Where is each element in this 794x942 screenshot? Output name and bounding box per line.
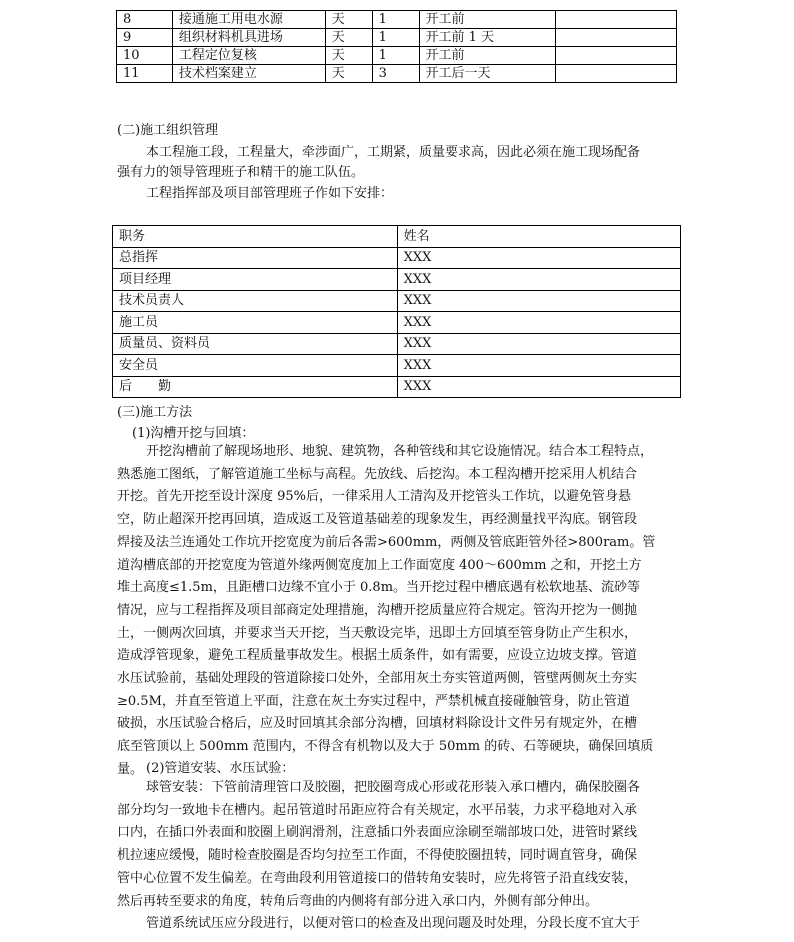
paragraph-line: ≥0.5M，并直至管道上平面，注意在灰土夯实过程中，严禁机械直接碰触管身，防止管道 [117, 693, 630, 709]
paragraph-line: 量。 [117, 761, 144, 777]
staff-row [113, 247, 681, 269]
section-heading-3: (三)施工方法 [117, 405, 193, 420]
schedule-cell-unit: 天 [325, 29, 372, 47]
schedule-row [117, 47, 677, 65]
schedule-cell-unit: 天 [325, 65, 372, 83]
staff-name: XXX [397, 376, 680, 398]
paragraph-line: 熟悉施工图纸，了解管道施工坐标与高程。先放线、后挖沟。本工程沟槽开挖采用人机结合 [117, 466, 638, 482]
paragraph-line: 球管安装：下管前清理管口及胶圈，把胶圈弯成心形或花形装入承口槽内，确保胶圈各 [146, 780, 641, 795]
paragraph-line: 情况，应与工程指挥及项目部商定处理措施，沟槽开挖质量应符合规定。管沟开挖为一侧抛 [117, 602, 638, 618]
subsection-heading-1: (1)沟槽开挖与回填： [132, 426, 255, 441]
section-heading-2: (二)施工组织管理 [117, 123, 219, 138]
paragraph-line: 强有力的领导管理班子和精干的施工队伍。 [117, 165, 365, 180]
paragraph-line: 工程指挥部及项目部管理班子作如下安排： [146, 186, 394, 201]
staff-row [113, 290, 681, 312]
paragraph-line: 水压试验前，基础处理段的管道除接口处外，全部用灰土夯实管道两侧，管壁两侧灰土夯实 [117, 671, 638, 686]
schedule-cell-unit: 天 [325, 47, 372, 65]
schedule-cell-note [556, 29, 677, 47]
schedule-cell-qty: 1 [372, 47, 419, 65]
schedule-cell-task: 组织材料机具进场 [172, 29, 325, 47]
schedule-cell-time: 开工后一天 [419, 65, 556, 83]
staff-position: 项目经理 [113, 269, 398, 291]
paragraph-line: 管中心位置不发生偏差。在弯曲段利用管道接口的借转角安装时，应先将管子沿直线安装， [117, 870, 638, 886]
header-name: 姓名 [397, 226, 680, 248]
staff-position: 总指挥 [113, 247, 398, 269]
paragraph-line: 部分均匀一致地卡在槽内。起吊管道时吊距应符合有关规定，水平吊装，力求平稳地对入承 [117, 802, 638, 818]
header-position: 职务 [113, 226, 398, 248]
schedule-cell-time: 开工前 [419, 11, 556, 29]
staff-table [112, 225, 681, 398]
schedule-cell-note [556, 11, 677, 29]
paragraph-line: 破损，水压试验合格后，应及时回填其余部分沟槽，回填材料除设计文件另有规定外，在槽 [117, 716, 638, 732]
schedule-cell-note [556, 65, 677, 83]
schedule-cell-qty: 3 [372, 65, 419, 83]
schedule-cell-no: 8 [117, 11, 173, 29]
paragraph-line: 空，防止超深开挖再回填，造成返工及管道基础差的现象发生，再经测量找平沟底。钢管段 [117, 512, 638, 528]
staff-name: XXX [397, 333, 680, 355]
staff-name: XXX [397, 247, 680, 269]
schedule-cell-qty: 1 [372, 11, 419, 29]
schedule-cell-time: 开工前 [419, 47, 556, 65]
staff-row [113, 376, 681, 398]
schedule-cell-task: 接通施工用电水源 [172, 11, 325, 29]
schedule-row [117, 11, 677, 29]
staff-header-row [113, 226, 681, 248]
staff-row [113, 355, 681, 377]
paragraph-line: 焊接及法兰连通处工作坑开挖宽度为前后各需>600mm，两侧及管底距管外径>800ram。管 [117, 534, 656, 550]
staff-name: XXX [397, 355, 680, 377]
staff-position: 后 勤 [113, 376, 398, 398]
schedule-cell-no: 11 [117, 65, 173, 83]
schedule-table [116, 10, 677, 83]
staff-name: XXX [397, 290, 680, 312]
schedule-cell-qty: 1 [372, 29, 419, 47]
schedule-cell-no: 9 [117, 29, 173, 47]
staff-position: 施工员 [113, 312, 398, 334]
schedule-row [117, 29, 677, 47]
paragraph-line: 本工程施工段，工程量大，牵涉面广，工期紧，质量要求高，因此必须在施工现场配备 [146, 145, 641, 160]
schedule-cell-time: 开工前 1 天 [419, 29, 556, 47]
staff-position: 质量员、资料员 [113, 333, 398, 355]
paragraph-line: 开挖。首先开挖至设计深度 95%后，一律采用人工清沟及开挖管头工作坑，以避免管身悬 [117, 489, 632, 505]
staff-position: 安全员 [113, 355, 398, 377]
schedule-cell-note [556, 47, 677, 65]
paragraph-line: 造成浮管现象，避免工程质量事故发生。根据土质条件，如有需要，应设立边坡支撑。管道 [117, 648, 638, 664]
staff-name: XXX [397, 312, 680, 334]
paragraph-line: 底至管顶以上 500mm 范围内，不得含有机物以及大于 50mm 的砖、石等硬块，确保回填质 [117, 739, 654, 755]
paragraph-line: 口内，在插口外表面和胶圈上刷润滑剂，注意插口外表面应涂刷至端部坡口处，进管时紧线 [117, 825, 638, 841]
schedule-cell-no: 10 [117, 47, 173, 65]
paragraph-line: 堆土高度≤1.5m，且距槽口边缘不宜小于 0.8m。当开挖过程中槽底遇有松软地基、流砂等 [117, 580, 641, 596]
schedule-cell-task: 工程定位复核 [172, 47, 325, 65]
staff-name: XXX [397, 269, 680, 291]
schedule-cell-task: 技术档案建立 [172, 65, 325, 83]
paragraph-line: 道沟槽底部的开挖宽度为管道外缘两侧宽度加上工作面宽度 400～600mm 之和，开挖土方 [117, 557, 642, 573]
paragraph-line: 管道系统试压应分段进行，以便对管口的检查及出现问题及时处理，分段长度不宜大于 [146, 916, 641, 932]
staff-row [113, 269, 681, 291]
staff-row [113, 333, 681, 355]
paragraph-line: 然后再转至要求的角度，转角后弯曲的内侧将有部分进入承口内，外侧有部分伸出。 [117, 893, 599, 909]
schedule-row [117, 65, 677, 83]
schedule-cell-unit: 天 [325, 11, 372, 29]
paragraph-line: 土，一侧两次回填，并要求当天开挖，当天敷设完毕，迅即土方回填至管身防止产生积水， [117, 625, 638, 641]
subsection-heading-2: (2)管道安装、水压试验： [146, 761, 295, 776]
staff-position: 技术员责人 [113, 290, 398, 312]
staff-row [113, 312, 681, 334]
paragraph-line: 开挖沟槽前了解现场地形、地貌、建筑物，各种管线和其它设施情况。结合本工程特点， [146, 444, 654, 459]
paragraph-line: 机拉速应缓慢，随时检查胶圈是否均匀拉至工作面，不得使胶圈扭转，同时调直管身，确保 [117, 848, 638, 864]
